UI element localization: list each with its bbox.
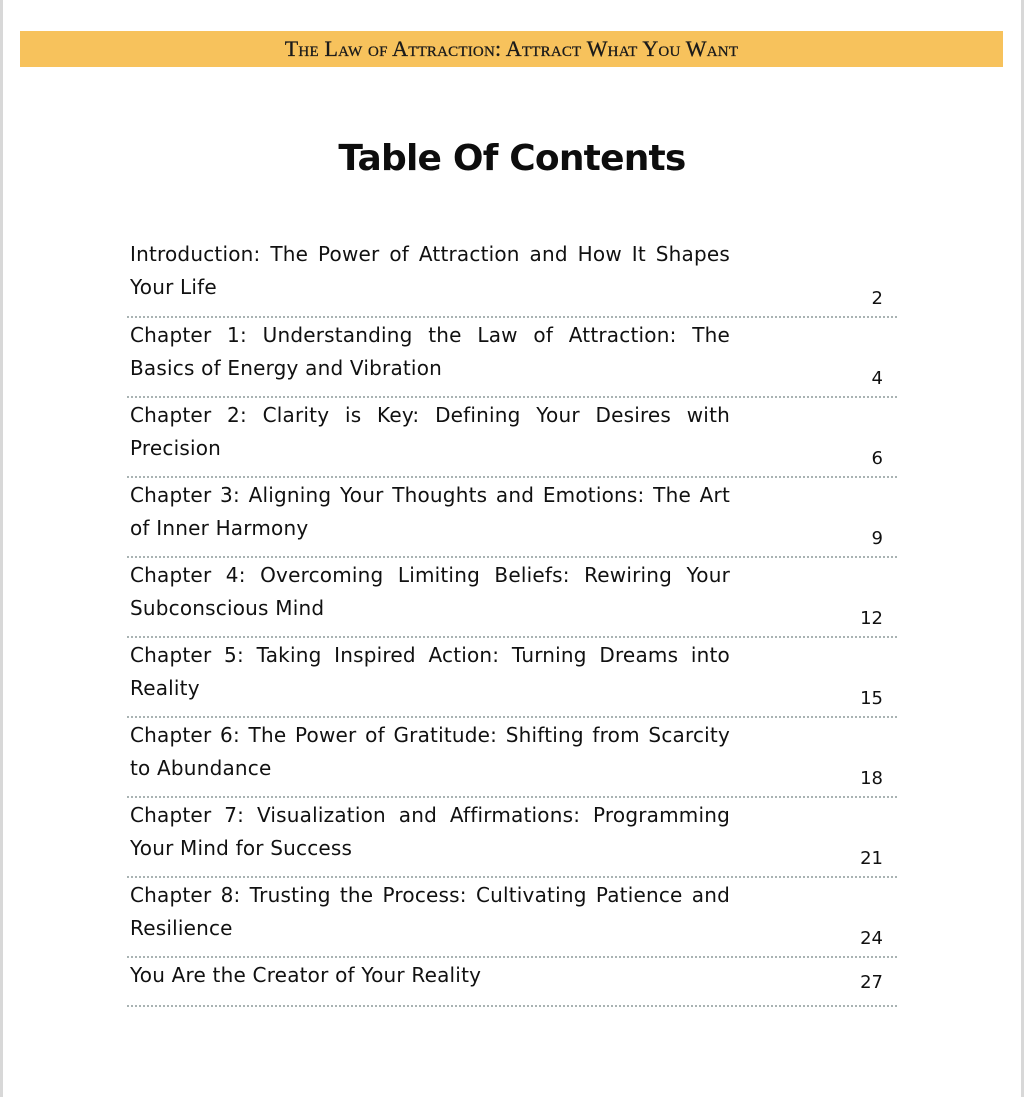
toc-entry-page-number: 9: [871, 528, 883, 549]
toc-entry-page-number: 4: [871, 368, 883, 389]
toc-entry-page-number: 18: [860, 768, 883, 789]
toc-entry[interactable]: [127, 318, 897, 398]
toc-entry-label[interactable]: Chapter 8: Trusting the Process: Cultivating Patience and Resilience: [130, 883, 730, 940]
toc-list: [127, 238, 897, 1007]
toc-entry-page-number: 2: [871, 288, 883, 309]
toc-entry[interactable]: [127, 558, 897, 638]
toc-entry-page-number: 24: [860, 928, 883, 949]
toc-entry-label[interactable]: Chapter 5: Taking Inspired Action: Turning Dreams into Reality: [130, 643, 730, 700]
page-title: Table Of Contents: [338, 138, 686, 179]
toc-entry[interactable]: [127, 478, 897, 558]
toc-entry-page-number: 27: [860, 972, 883, 993]
toc-entry[interactable]: [127, 718, 897, 798]
toc-entry-label[interactable]: Chapter 2: Clarity is Key: Defining Your Desires with Precision: [130, 403, 730, 460]
toc-entry[interactable]: [127, 958, 897, 1007]
toc-entry[interactable]: [127, 398, 897, 478]
toc-entry-page-number: 6: [871, 448, 883, 469]
toc-entry-page-number: 15: [860, 688, 883, 709]
running-header: [20, 31, 1003, 67]
toc-entry[interactable]: [127, 638, 897, 718]
toc-entry-label[interactable]: Introduction: The Power of Attraction and How It Shapes Your Life: [130, 242, 730, 299]
toc-entry-label[interactable]: Chapter 6: The Power of Gratitude: Shifting from Scarcity to Abundance: [130, 723, 730, 780]
toc-entry-label[interactable]: You Are the Creator of Your Reality: [130, 963, 482, 987]
toc-entry-label[interactable]: Chapter 7: Visualization and Affirmations: Programming Your Mind for Success: [130, 803, 730, 860]
toc-entry-page-number: 21: [860, 848, 883, 869]
toc-entry[interactable]: [127, 238, 897, 318]
toc-entry[interactable]: [127, 878, 897, 958]
toc-entry-label[interactable]: Chapter 1: Understanding the Law of Attraction: The Basics of Energy and Vibration: [130, 323, 730, 380]
running-header-title: The Law of Attraction: Attract What You Want: [284, 36, 739, 61]
toc-entry-label[interactable]: Chapter 3: Aligning Your Thoughts and Emotions: The Art of Inner Harmony: [130, 483, 730, 540]
toc-entry-label[interactable]: Chapter 4: Overcoming Limiting Beliefs: Rewiring Your Subconscious Mind: [130, 563, 730, 620]
toc-entry-page-number: 12: [860, 608, 883, 629]
toc-entry[interactable]: [127, 798, 897, 878]
